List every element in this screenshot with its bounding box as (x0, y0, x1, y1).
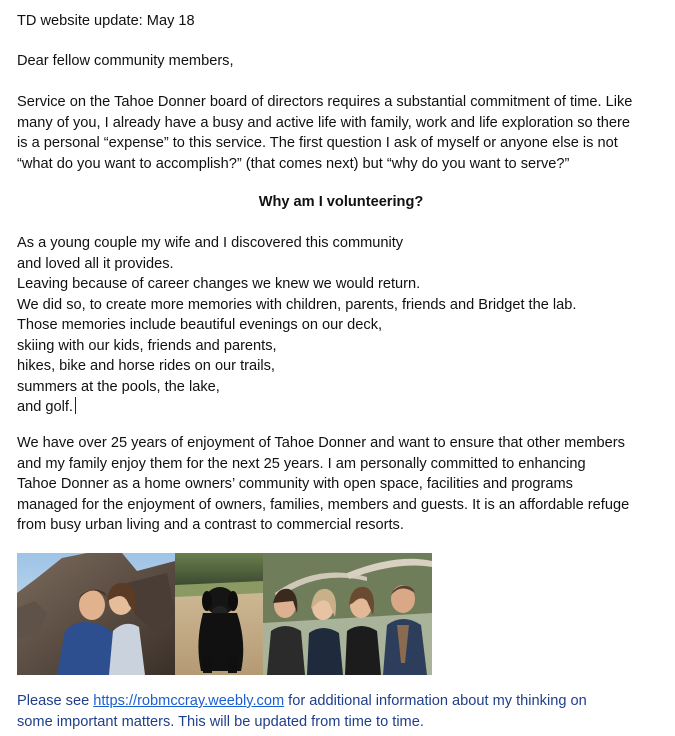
closing-line: We have over 25 years of enjoyment of Tahoe Donner and want to ensure that other members (17, 435, 625, 451)
footer-note (17, 691, 587, 732)
closing-line: managed for the enjoyment of owners, families, members and guests. It is an affordable refuge (17, 496, 630, 513)
footer-suffix: for additional information about my thinking on (284, 693, 587, 709)
footer-line-2: some important matters. This will be updated from time to time. (17, 713, 424, 730)
poem-line: We did so, to create more memories with children, parents, friends and Bridget the lab. (17, 296, 577, 313)
closing-line: Tahoe Donner as a home owners’ community with open space, facilities and programs (17, 476, 573, 492)
closing-line: and my family enjoy them for the next 25 years. I am personally committed to enhancing (17, 455, 586, 472)
poem-line-last[interactable] (17, 397, 576, 418)
poem-line: Leaving because of career changes we knew we would return. (17, 276, 421, 292)
closing-line: from busy urban living and a contrast to commercial resorts. (17, 517, 404, 533)
poem-line: hikes, bike and horse rides on our trails, (17, 358, 275, 374)
intro-line: Service on the Tahoe Donner board of directors requires a substantial commitment of time. Like (17, 94, 633, 110)
poem-line-text: and golf. (17, 399, 73, 415)
footer-prefix: Please see (17, 693, 94, 709)
intro-line: is a personal “expense” to this service. The first question I ask of myself or anyone else is not (17, 135, 618, 151)
intro-paragraph (17, 92, 665, 174)
section-heading: Why am I volunteering? (258, 194, 424, 210)
photo-dog (175, 553, 263, 675)
document-title: TD website update: May 18 (17, 13, 195, 29)
photo-strip (17, 553, 432, 675)
closing-paragraph (17, 433, 665, 536)
poem-line: summers at the pools, the lake, (17, 378, 220, 395)
photo-couple (17, 553, 175, 675)
poem-line: and loved all it provides. (17, 255, 174, 272)
website-link[interactable]: https://robmccray.weebly.com (93, 693, 285, 709)
photo-family (263, 553, 432, 675)
poem (17, 233, 576, 418)
poem-line: As a young couple my wife and I discovered this community (17, 235, 404, 251)
intro-line: “what do you want to accomplish?” (that comes next) but “why do you want to serve?” (17, 155, 570, 172)
intro-line: many of you, I already have a busy and active life with family, work and life exploration so there (17, 114, 630, 131)
poem-line: Those memories include beautiful evenings on our deck, (17, 317, 383, 333)
text-cursor (75, 397, 76, 414)
poem-line: skiing with our kids, friends and parents, (17, 337, 277, 354)
greeting: Dear fellow community members, (17, 53, 234, 69)
